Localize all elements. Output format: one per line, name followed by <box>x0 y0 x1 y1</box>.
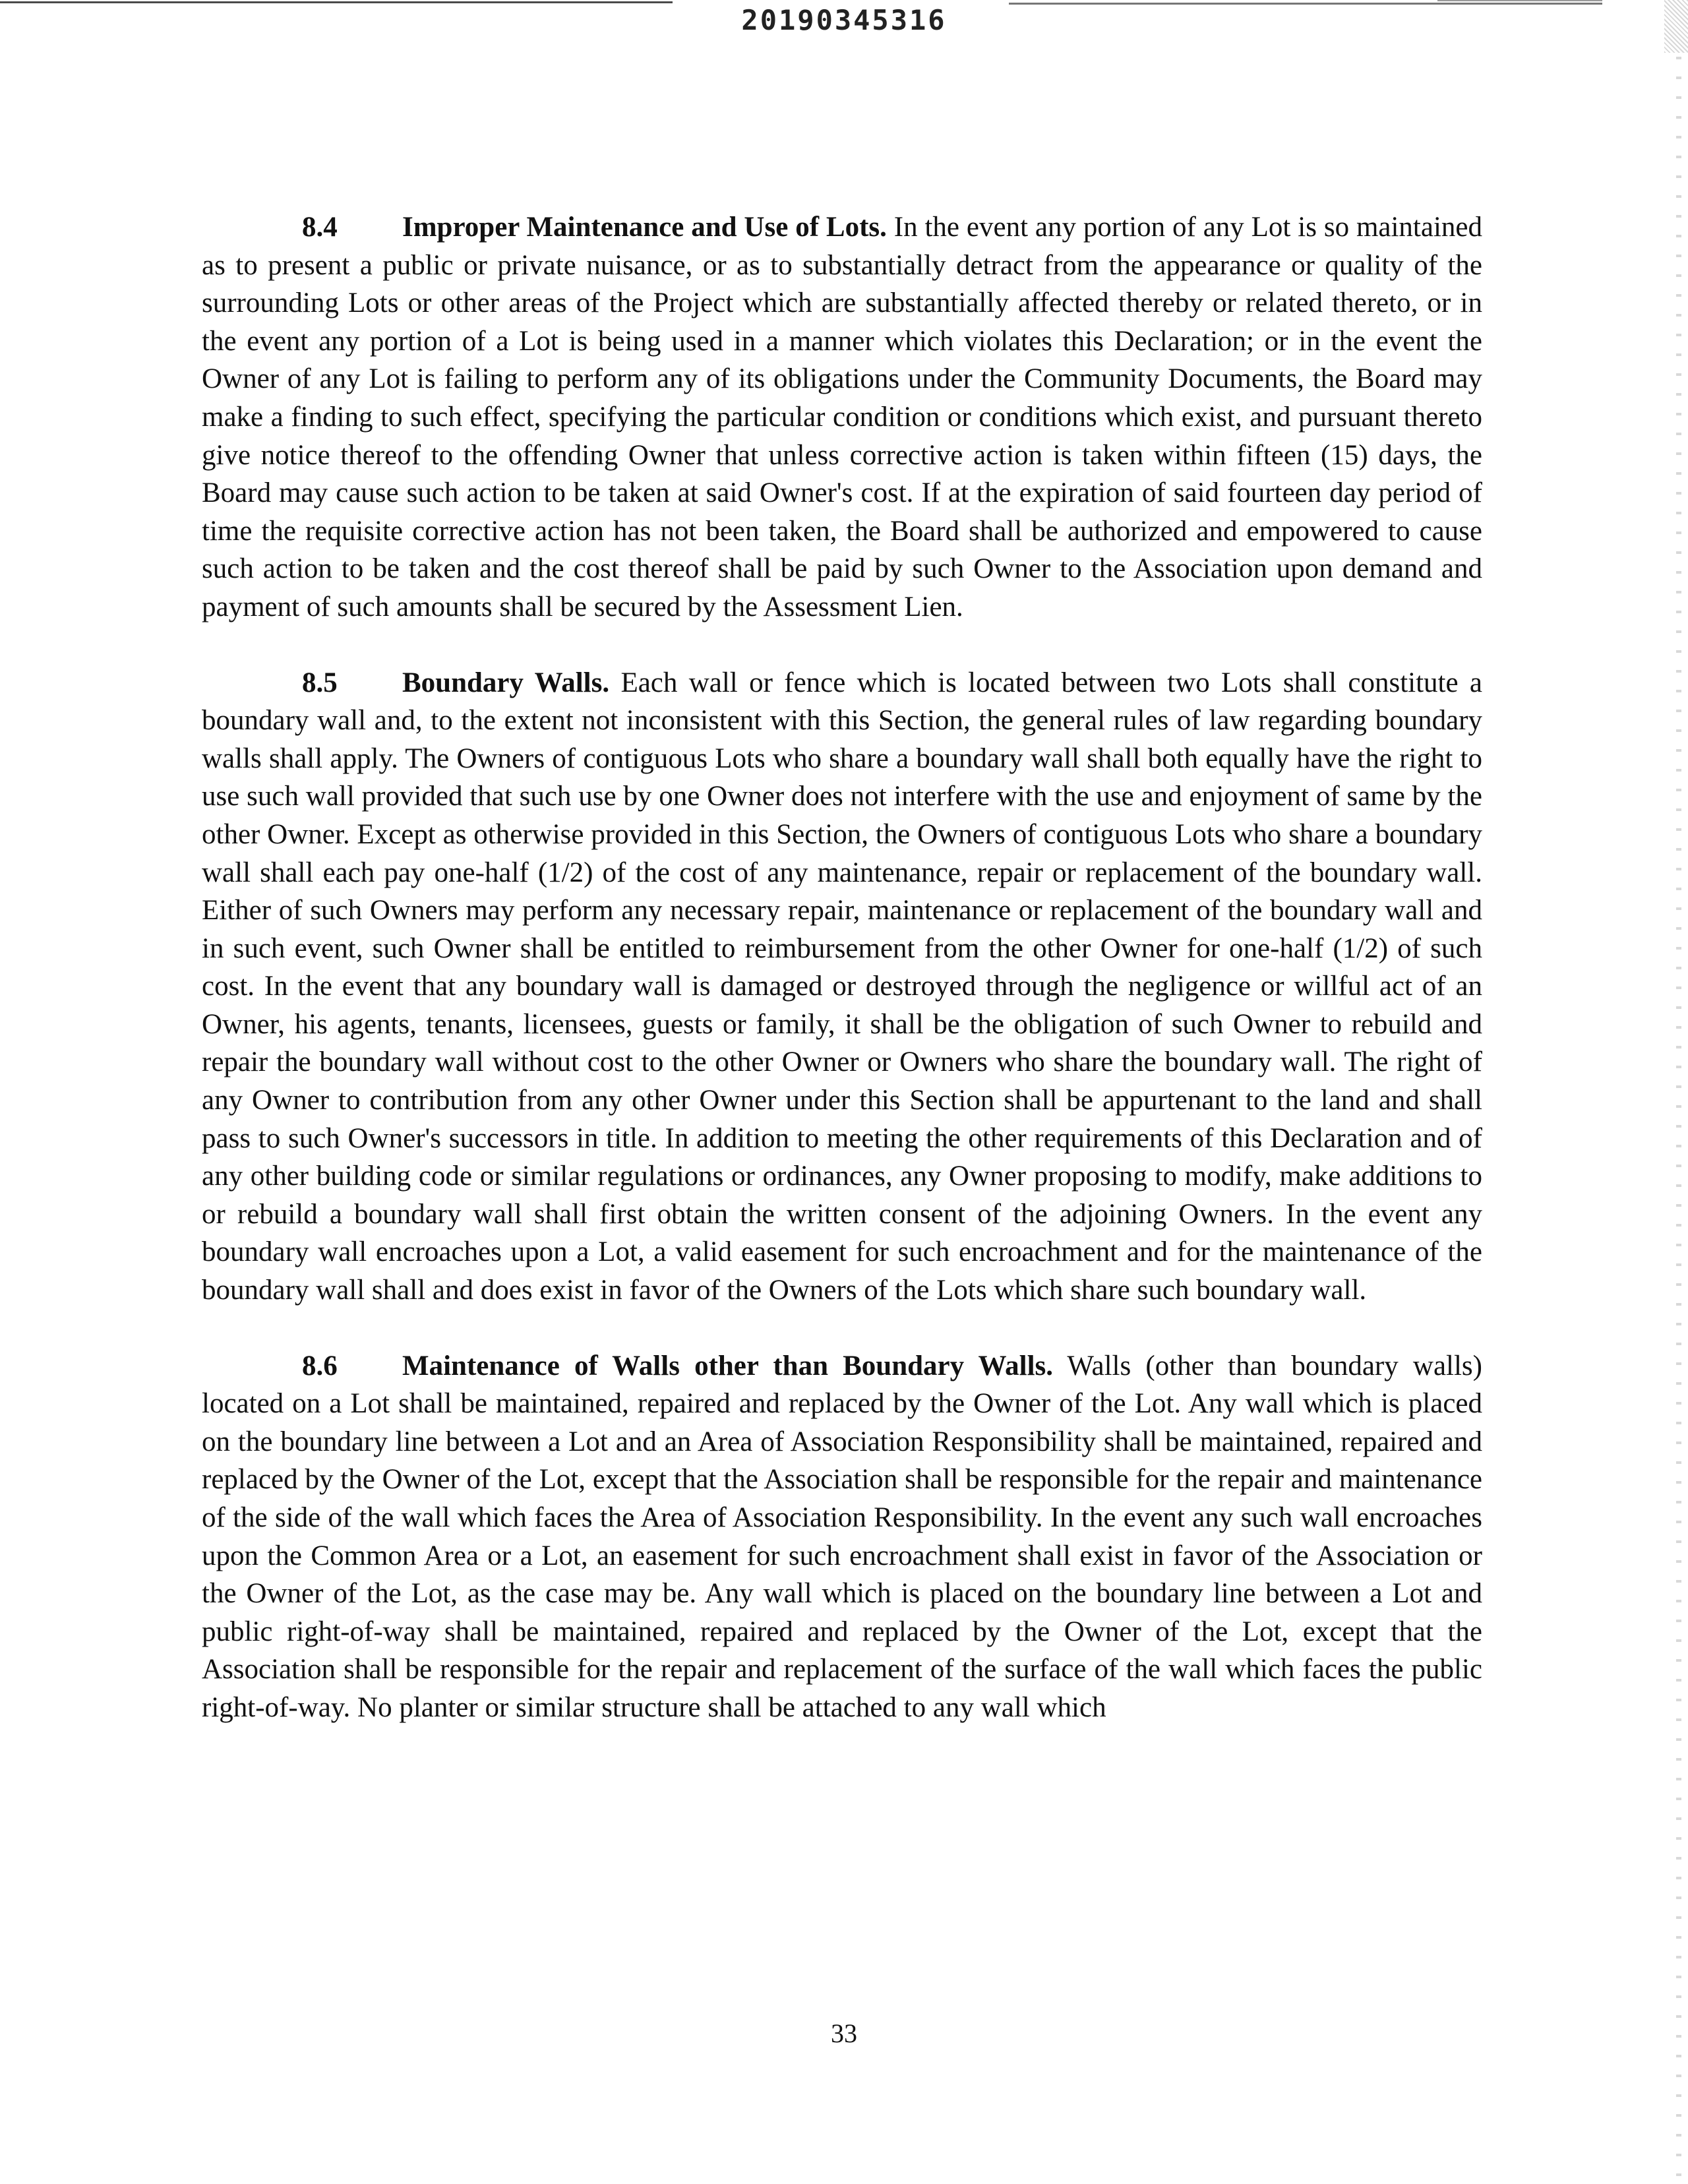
section-8-4 <box>202 208 1482 626</box>
section-title: Improper Maintenance and Use of Lots. <box>402 212 887 243</box>
section-title: Maintenance of Walls other than Boundary Walls. <box>402 1350 1053 1381</box>
section-body: Each wall or fence which is located between two Lots shall constitute a boundary wall and, to the extent not inconsistent with this Section, the general rules of law regarding boundary walls shall apply. The Owners of contiguous Lots who share a boundary wall shall both equally have the right to use such wall provided that such use by one Owner does not interfere with the use and enjoyment of same by the other Owner. Except as otherwise provided in this Section, the Owners of contiguous Lots who share a boundary wall shall each pay one-half (1/2) of the cost of any maintenance, repair or replacement of the boundary wall. Either of such Owners may perform any necessary repair, maintenance or replacement of the boundary wall and in such event, such Owner shall be entitled to reimbursement from the other Owner for one-half (1/2) of such cost. In the event that any boundary wall is damaged or destroyed through the negligence or willful act of an Owner, his agents, tenants, licensees, guests or family, it shall be the obligation of such Owner to rebuild and repair the boundary wall without cost to the other Owner or Owners who share the boundary wall. The right of any Owner to contribution from any other Owner under this Section shall be appurtenant to the land and shall pass to such Owner's successors in title. In addition to meeting the other requirements of this Declaration and of any other building code or similar regulations or ordinances, any Owner proposing to modify, make additions to or rebuild a boundary wall shall first obtain the written consent of the adjoining Owners. In the event any boundary wall encroaches upon a Lot, a valid easement for such encroachment and for the maintenance of the boundary wall shall and does exist in favor of the Owners of the Lots which share such boundary wall. <box>202 667 1482 1306</box>
scan-artifact-right-edge <box>1676 0 1681 2184</box>
section-8-5 <box>202 664 1482 1310</box>
section-body: Walls (other than boundary walls) located on a Lot shall be maintained, repaired and replaced by the Owner of the Lot. Any wall which is placed on the boundary line between a Lot and an Area of Association Responsibility shall be maintained, repaired and replaced by the Owner of the Lot, except that the Association shall be responsible for the repair and maintenance of the side of the wall which faces the Area of Association Responsibility. In the event any such wall encroaches upon the Common Area or a Lot, an easement for such encroachment shall exist in favor of the Association or the Owner of the Lot, as the case may be. Any wall which is placed on the boundary line between a Lot and public right-of-way shall be maintained, repaired and replaced by the Owner of the Lot, except that the Association shall be responsible for the repair and replacement of the surface of the wall which faces the public right-of-way. No planter or similar structure shall be attached to any wall which <box>202 1350 1482 1723</box>
section-number: 8.6 <box>302 1350 338 1381</box>
section-number: 8.4 <box>302 212 338 243</box>
page-number: 33 <box>831 2018 857 2048</box>
section-8-6 <box>202 1347 1482 1727</box>
section-title: Boundary Walls. <box>402 667 610 698</box>
scan-artifact-rule-right-secondary <box>1437 0 1602 1</box>
section-body: In the event any portion of any Lot is so maintained as to present a public or private nuisance, or as to substantially detract from the appearance or quality of the surrounding Lots or other areas of the Project which are substantially affected thereby or related thereto, or in the event any portion of a Lot is being used in a manner which violates this Declaration; or in the event the Owner of any Lot is failing to perform any of its obligations under the Community Documents, the Board may make a finding to such effect, specifying the particular condition or conditions which exist, and pursuant thereto give notice thereof to the offending Owner that unless corrective action is taken within fifteen (15) days, the Board may cause such action to be taken at said Owner's cost. If at the expiration of said fourteen day period of time the requisite corrective action has not been taken, the Board shall be authorized and empowered to cause such action to be taken and the cost thereof shall be paid by such Owner to the Association upon demand and payment of such amounts shall be secured by the Assessment Lien. <box>202 212 1483 622</box>
document-body <box>202 208 1482 1765</box>
section-number: 8.5 <box>302 667 338 698</box>
document-number: 20190345316 <box>741 4 947 36</box>
scan-artifact-rule-left <box>0 1 673 3</box>
